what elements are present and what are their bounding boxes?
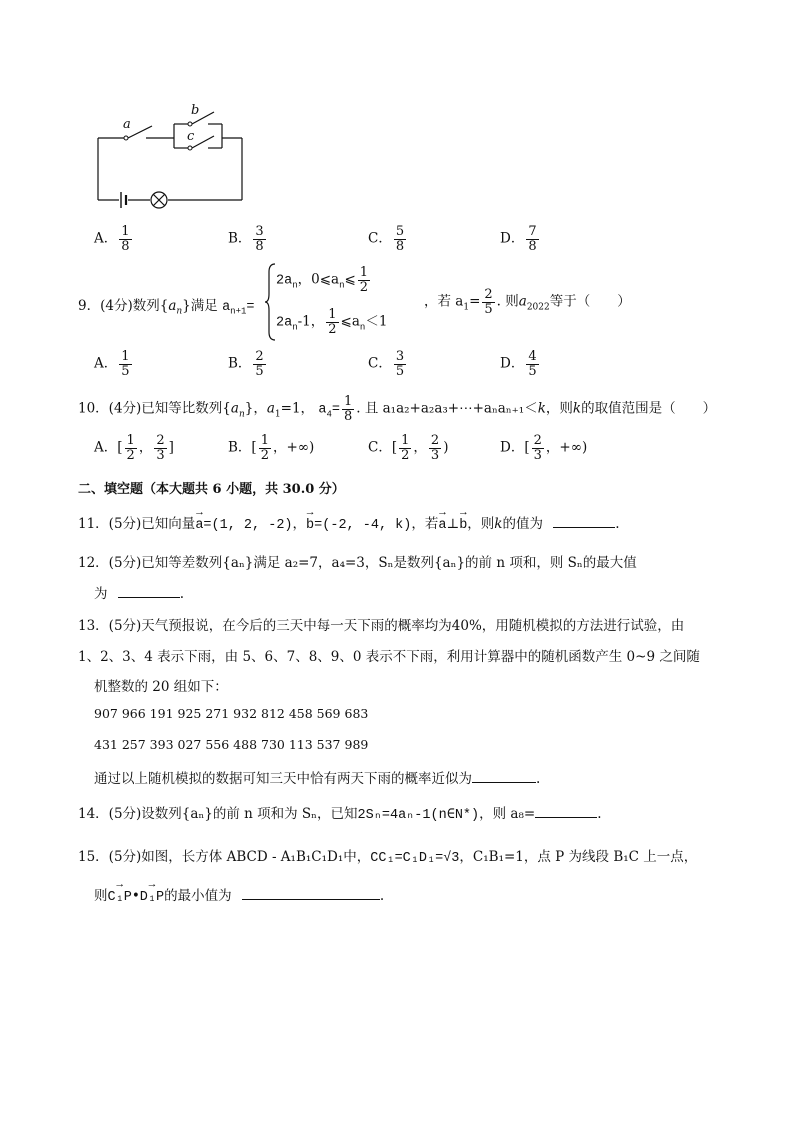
- fraction: [394, 350, 406, 378]
- q8-option-c[interactable]: [368, 225, 408, 253]
- q9-case2-lt: ＜1: [365, 313, 388, 330]
- frac-num: 2: [533, 433, 542, 448]
- q10-option-d[interactable]: [500, 434, 587, 462]
- switch-a-label: a: [123, 117, 131, 132]
- question-14: [78, 802, 602, 823]
- q10-a4: a: [318, 402, 327, 418]
- q10-a4-sub: 4: [326, 409, 332, 420]
- bracket: [: [391, 439, 398, 456]
- comma: ，: [413, 439, 427, 456]
- question-12-line1: 12．(5分)已知等差数列{aₙ}满足 a₂=7，a₄=3，Sₙ是数列{aₙ}的前 n 项和，则 Sₙ的最大值: [78, 555, 637, 571]
- frac-num: 1: [359, 265, 369, 280]
- frac-num: 1: [328, 307, 337, 322]
- question-12-line2: [94, 582, 184, 602]
- fraction: [253, 350, 265, 378]
- frac-den: 2: [359, 279, 369, 295]
- fraction: [526, 350, 538, 378]
- q10-eq: =: [331, 402, 340, 418]
- vector-a: → a: [195, 518, 203, 533]
- frac-num: 3: [255, 224, 264, 239]
- option-label: B．: [228, 355, 252, 372]
- bracket: ]: [168, 439, 174, 456]
- fraction: [526, 225, 538, 253]
- q11-end: .: [615, 516, 620, 532]
- q9-case2-tail: -1，: [297, 313, 325, 330]
- q15-tail: ，C₁B₁=1，点 P 为线段 B₁C 上一点，: [459, 849, 698, 865]
- q9-prefix: 9．(4分)数列{: [78, 298, 169, 314]
- q14-formula: 2Sₙ=4aₙ-1(n∈N*): [357, 808, 480, 823]
- q9-seq: a: [168, 298, 177, 314]
- switch-c-label: c: [187, 129, 195, 144]
- question-13-line1: 13．(5分)天气预报说，在今后的三天中每一天下雨的概率均为40%，用随机模拟的方法进行试验，由: [78, 618, 685, 634]
- bracket: ): [443, 439, 449, 456]
- q9-lhs-sub: n+1: [230, 306, 247, 317]
- frac-num: 2: [430, 433, 440, 448]
- q9-option-c[interactable]: [368, 350, 408, 378]
- q10-a1: a: [266, 400, 275, 417]
- frac-den: 8: [343, 408, 353, 424]
- bracket: [: [251, 439, 257, 456]
- frac-num: 7: [528, 224, 537, 239]
- frac-den: 3: [533, 447, 542, 463]
- q15-tail2: 的最小值为: [164, 888, 232, 904]
- frac-den: 2: [328, 321, 337, 337]
- q10-cond: . 且 a₁a₂+a₂a₃+⋯+aₙaₙ₊₁＜: [356, 400, 538, 417]
- vector-a-2: → a: [438, 518, 446, 533]
- fraction: [326, 308, 338, 336]
- q9-after: ，若 a: [424, 293, 464, 310]
- q9-option-b[interactable]: [228, 350, 268, 378]
- q9-case1-cond: ，0⩽a: [297, 271, 340, 288]
- option-label: B．: [228, 439, 252, 456]
- q9-case1-le: ⩽: [344, 271, 356, 288]
- random-data-row: 907 966 191 925 271 932 812 458 569 683: [94, 706, 369, 721]
- answer-blank[interactable]: [242, 887, 380, 900]
- circuit-diagram: [90, 100, 250, 212]
- random-data-row: 431 257 393 027 556 488 730 113 537 989: [94, 737, 369, 752]
- frac-den: 8: [395, 238, 405, 254]
- frac-num: 4: [528, 349, 537, 364]
- q9-option-a[interactable]: [94, 350, 134, 378]
- section-heading: 二、填空题（本大题共 6 小题，共 30.0 分）: [78, 482, 345, 497]
- bracket: [: [524, 439, 530, 456]
- question-15-line2: [94, 884, 384, 905]
- frac-num: 1: [260, 433, 269, 448]
- vector-b-2: → b: [459, 518, 467, 533]
- q10-a1-tail: =1，: [280, 400, 315, 417]
- q9-sub: n: [176, 306, 183, 317]
- vector-b: → b: [306, 518, 314, 533]
- q14-end: .: [597, 806, 602, 822]
- question-13-line3: 机整数的 20 组如下：: [94, 679, 228, 695]
- fraction: [532, 434, 544, 462]
- frac-num: 2: [156, 433, 165, 448]
- fraction: [399, 434, 411, 462]
- infinity: +∞): [286, 439, 315, 456]
- q9-stem-right: [424, 288, 631, 316]
- q9-tail: . 则: [496, 293, 519, 310]
- q9-a1-sub: 1: [463, 302, 470, 313]
- comma: ，: [272, 439, 287, 456]
- q11-a-val: =(1, 2, -2)，: [203, 518, 307, 533]
- option-label: B．: [228, 230, 252, 247]
- answer-blank[interactable]: [553, 515, 615, 528]
- q10-end1: ，则: [545, 400, 573, 417]
- switch-b-label: b: [191, 103, 200, 118]
- answer-blank[interactable]: [472, 770, 536, 783]
- q9-brace: [264, 262, 276, 342]
- q15-prefix2: 则: [94, 888, 108, 904]
- bracket: [: [117, 439, 123, 456]
- infinity: +∞): [559, 439, 588, 456]
- frac-num: 1: [121, 224, 130, 239]
- option-label: A．: [94, 439, 118, 456]
- q10-option-c[interactable]: [368, 434, 448, 462]
- q9-lhs: a: [222, 300, 231, 315]
- q9-case1-expr: 2a: [276, 273, 293, 289]
- vector-c1p: → C₁P: [108, 890, 132, 905]
- frac-den: 3: [430, 447, 440, 463]
- q10-stem: 10．(4分)已知等比数列$\{a_n\}$，$a_1=1$， $a_4=$ $\frac{1}{8}$ . 且 a₁a₂+a₂a₃+⋯+aₙaₙ₊₁＜k，则k的取值范围是（ ）: [78, 394, 717, 424]
- q11-b-val: =(-2, -4, k)，若: [314, 518, 439, 533]
- fraction: [154, 434, 166, 462]
- fraction: [253, 225, 265, 253]
- q8-option-d[interactable]: [500, 225, 541, 253]
- answer-blank[interactable]: [535, 805, 597, 818]
- frac-den: 2: [260, 447, 269, 463]
- q10-option-b[interactable]: [228, 434, 314, 462]
- frac-den: 8: [121, 238, 130, 254]
- frac-den: 2: [126, 447, 135, 463]
- frac-num: 1: [343, 394, 353, 409]
- question-15-line1: [78, 845, 697, 866]
- fraction: [259, 434, 271, 462]
- option-label: D．: [500, 230, 525, 247]
- fraction: [482, 288, 494, 316]
- q14-tail: ，则 a₈=: [479, 806, 536, 822]
- q8-option-a[interactable]: [94, 225, 134, 253]
- q10-end2: 的取值范围是（ ）: [581, 400, 717, 417]
- option-label: C．: [368, 230, 392, 247]
- frac-den: 5: [528, 363, 537, 379]
- frac-den: 5: [121, 363, 130, 379]
- vector-d1p: → D₁P: [140, 890, 164, 905]
- frac-num: 2: [255, 349, 264, 364]
- question-13-line6: [94, 767, 540, 787]
- dot-operator: •: [131, 888, 140, 904]
- comma: ，: [545, 439, 560, 456]
- frac-den: 2: [401, 447, 410, 463]
- q13-prefix: 通过以上随机模拟的数据可知三天中恰有两天下雨的概率近似为: [94, 771, 472, 787]
- fraction: [429, 434, 441, 462]
- fraction: [125, 434, 137, 462]
- fraction: [119, 225, 131, 253]
- option-label: D．: [500, 439, 525, 456]
- q9-mid: }满足: [182, 298, 218, 314]
- q10-prefix: 10．(4分)已知等比数列{: [78, 400, 231, 417]
- q12-end: .: [179, 586, 185, 602]
- q10-option-a[interactable]: [94, 434, 174, 462]
- q15-prefix: 15．(5分)如图，长方体 ABCD - A₁B₁C₁D₁中，: [78, 849, 371, 865]
- q9-stem-left: 9．(4分)数列$\{a_n\}$满足 $a_{n+1}=$: [78, 298, 255, 317]
- q9-option-d[interactable]: [500, 350, 541, 378]
- q10-mid1: }，: [244, 400, 267, 417]
- frac-den: 8: [255, 238, 264, 254]
- frac-num: 5: [395, 224, 405, 239]
- question-11: [78, 512, 620, 533]
- q15-formula: CC₁=C₁D₁=√3: [370, 851, 460, 866]
- q9-target-sub: 2022: [526, 302, 550, 313]
- q10-k2: k: [572, 400, 582, 417]
- q9-end: 等于（ ）: [549, 293, 631, 310]
- q11-k: k: [494, 516, 503, 532]
- frac-den: 5: [484, 301, 493, 317]
- option-label: A．: [94, 230, 118, 247]
- perp-symbol: ⊥: [446, 516, 460, 532]
- q11-tail2: 的值为: [502, 516, 543, 532]
- fraction: [342, 395, 354, 423]
- q12-prefix: 为: [94, 586, 108, 602]
- option-label: D．: [500, 355, 525, 372]
- q10-k: k: [537, 400, 546, 417]
- frac-num: 1: [121, 349, 130, 364]
- q13-end: .: [536, 771, 541, 787]
- fraction: [358, 266, 370, 294]
- option-label: A．: [94, 355, 118, 372]
- fraction: [394, 225, 406, 253]
- frac-num: 3: [395, 349, 405, 364]
- answer-blank[interactable]: [118, 585, 180, 598]
- q9-case2-cond: ⩽a: [340, 313, 360, 330]
- frac-den: 5: [395, 363, 405, 379]
- comma: ，: [138, 439, 153, 456]
- q9-case2-expr: 2a: [276, 315, 293, 331]
- frac-den: 3: [156, 447, 165, 463]
- frac-den: 8: [528, 238, 537, 254]
- q9-case2: $2a_n-1$， $\frac{1}{2}$ $⩽a_n<1$: [276, 307, 388, 337]
- frac-num: 1: [126, 433, 135, 448]
- q15-end: .: [379, 888, 385, 904]
- option-label: C．: [368, 439, 392, 456]
- q9-case1: $2a_n$，$0⩽a_n⩽$ $\frac{1}{2}$: [276, 265, 369, 295]
- q8-option-b[interactable]: [228, 225, 268, 253]
- frac-den: 5: [255, 363, 264, 379]
- q14-prefix: 14．(5分)设数列{aₙ}的前 n 项和为 Sₙ，已知: [78, 806, 358, 822]
- question-13-line2: 1、2、3、4 表示下雨，由 5、6、7、8、9、0 表示不下雨，利用计算器中的随机函数产生 0~9 之间随: [78, 649, 700, 665]
- q11-prefix: 11．(5分)已知向量: [78, 516, 196, 532]
- fraction: [119, 350, 131, 378]
- q11-tail: ，则: [467, 516, 495, 532]
- frac-num: 2: [484, 287, 493, 302]
- frac-num: 1: [401, 433, 410, 448]
- q9-eq: =: [469, 293, 481, 310]
- q9-target: a: [518, 293, 527, 310]
- option-label: C．: [368, 355, 392, 372]
